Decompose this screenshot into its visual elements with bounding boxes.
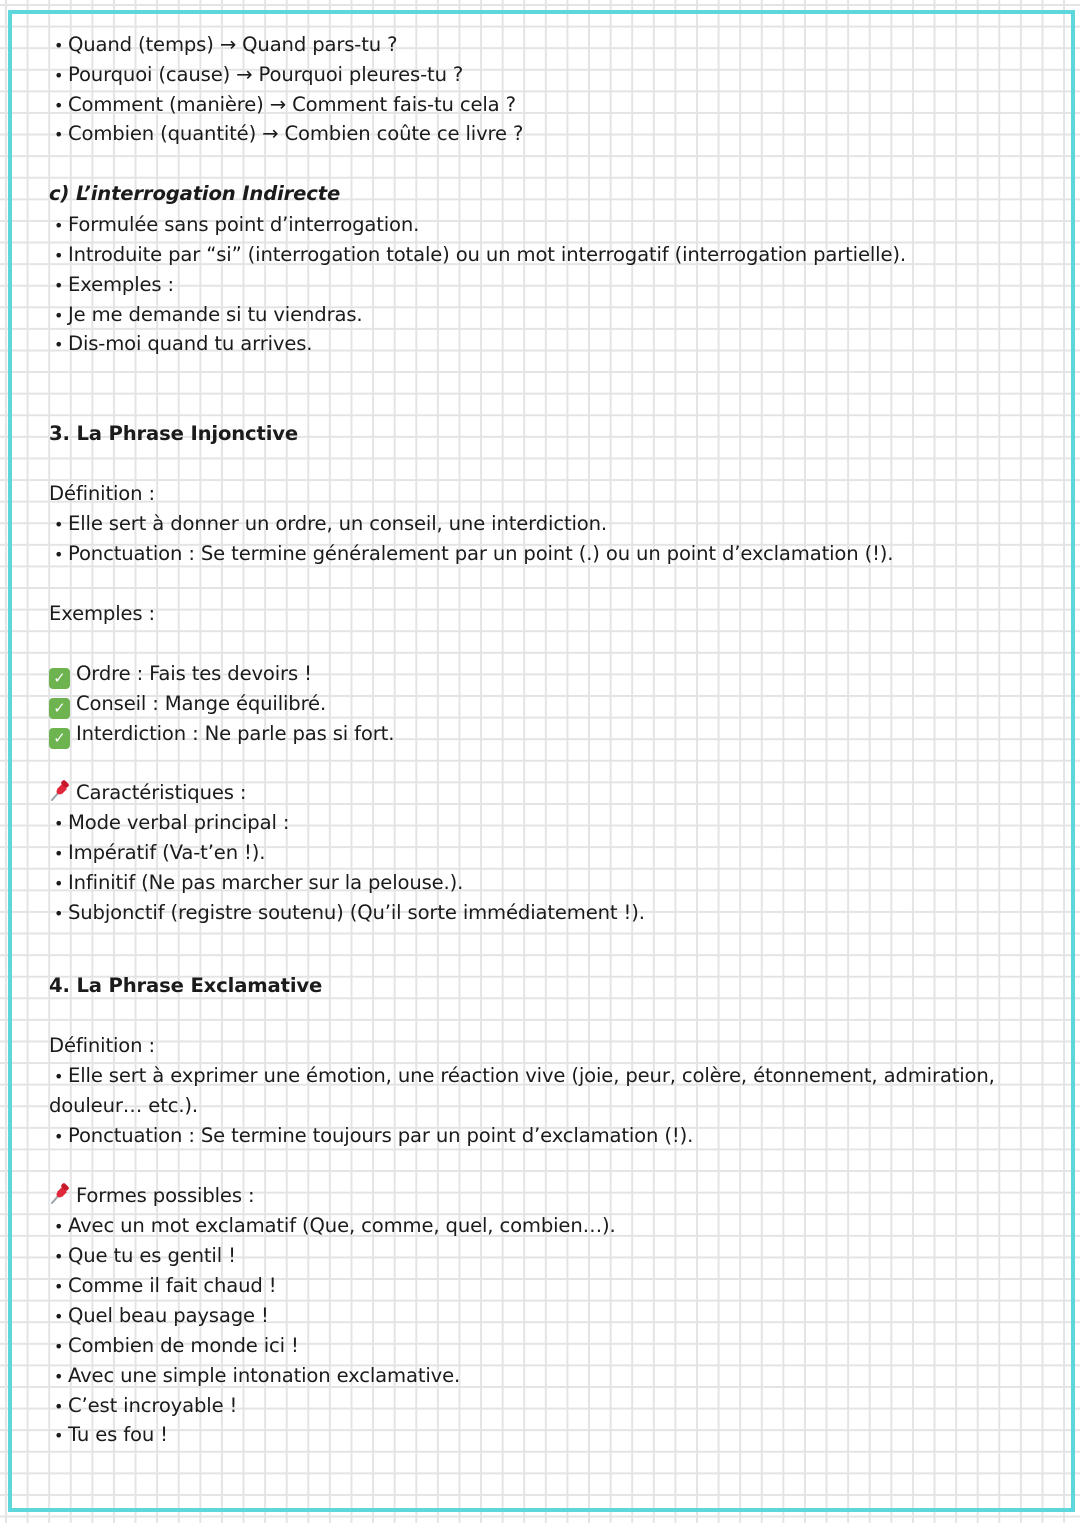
section-heading-exclamative: 4. La Phrase Exclamative: [49, 974, 323, 997]
list-item: [54, 300, 362, 330]
list-item-quand: [54, 30, 397, 60]
list-item-text: Combien (quantité) → Combien coûte ce livre ?: [68, 122, 524, 145]
list-item-text: Comme il fait chaud !: [68, 1274, 277, 1297]
list-item-text: Quand (temps) → Quand pars-tu ?: [68, 33, 398, 56]
bullet-icon: •: [54, 1426, 64, 1445]
bullet-icon: •: [54, 1247, 64, 1266]
list-item: [54, 898, 645, 928]
definition-label: Définition :: [49, 482, 155, 505]
definition-label: Définition :: [49, 1034, 155, 1057]
check-mark-icon: ✓: [49, 668, 70, 689]
list-item-text: Impératif (Va-t’en !).: [68, 841, 266, 864]
subheading-interrogation-indirecte: c) L’interrogation Indirecte: [49, 182, 341, 205]
example-ordre: [49, 659, 312, 689]
bullet-icon: •: [54, 515, 64, 534]
list-item-text: Quel beau paysage !: [68, 1304, 269, 1327]
list-item-text: Combien de monde ici !: [68, 1334, 299, 1357]
bullet-icon: •: [54, 125, 64, 144]
list-item-text: Avec une simple intonation exclamative.: [68, 1364, 461, 1387]
characteristics-label: [49, 778, 246, 808]
examples-label: Exemples :: [49, 602, 155, 625]
example-interdiction: [49, 719, 394, 749]
list-item: [54, 1121, 693, 1151]
list-item: [54, 1391, 237, 1421]
bullet-icon: •: [54, 66, 64, 85]
characteristics-label-text: Caractéristiques :: [76, 781, 247, 804]
list-item-text: Pourquoi (cause) → Pourquoi pleures-tu ?: [68, 63, 464, 86]
list-item-text: Ponctuation : Se termine toujours par un point d’exclamation (!).: [68, 1124, 694, 1147]
example-text: Conseil : Mange équilibré.: [76, 692, 327, 715]
list-item-text: Elle sert à donner un ordre, un conseil, une interdiction.: [68, 512, 607, 535]
bullet-icon: •: [54, 545, 64, 564]
list-item-text: Exemples :: [68, 273, 174, 296]
list-item-text: Subjonctif (registre soutenu) (Qu’il sorte immédiatement !).: [68, 901, 645, 924]
list-item-combien: [54, 119, 523, 149]
bullet-icon: •: [54, 1367, 64, 1386]
list-item-text: Que tu es gentil !: [68, 1244, 236, 1267]
bullet-icon: •: [54, 216, 64, 235]
list-item-text: C’est incroyable !: [68, 1394, 238, 1417]
list-item-text: Dis-moi quand tu arrives.: [68, 332, 313, 355]
list-item: [54, 1271, 277, 1301]
forms-label: [49, 1181, 254, 1211]
bullet-icon: •: [54, 276, 64, 295]
list-item: [54, 329, 312, 359]
list-item-text: Comment (manière) → Comment fais-tu cela ?: [68, 93, 516, 116]
list-item: [54, 1420, 168, 1450]
list-item: [54, 509, 607, 539]
list-item: [54, 270, 174, 300]
list-item: [54, 1241, 236, 1271]
pushpin-icon: [49, 1183, 71, 1205]
list-item-text: Formulée sans point d’interrogation.: [68, 213, 420, 236]
list-item-continuation: douleur… etc.).: [49, 1094, 198, 1117]
forms-label-text: Formes possibles :: [76, 1184, 255, 1207]
list-item: [54, 868, 463, 898]
list-item-text: Elle sert à exprimer une émotion, une réaction vive (joie, peur, colère, étonnement, admiration,: [68, 1064, 995, 1087]
bullet-icon: •: [54, 1307, 64, 1326]
list-item-text: Introduite par “si” (interrogation totale) ou un mot interrogatif (interrogation partielle).: [68, 243, 906, 266]
list-item-text: Je me demande si tu viendras.: [68, 303, 363, 326]
list-item: [54, 1061, 995, 1091]
list-item: [54, 808, 289, 838]
check-mark-icon: ✓: [49, 698, 70, 719]
list-item: [54, 838, 265, 868]
bullet-icon: •: [54, 844, 64, 863]
example-conseil: [49, 689, 326, 719]
bullet-icon: •: [54, 1127, 64, 1146]
list-item-pourquoi: [54, 60, 463, 90]
example-text: Interdiction : Ne parle pas si fort.: [76, 722, 395, 745]
list-item: [54, 1331, 299, 1361]
list-item: [54, 240, 906, 270]
bullet-icon: •: [54, 1397, 64, 1416]
list-item: [54, 1211, 616, 1241]
list-item: [54, 539, 893, 569]
example-text: Ordre : Fais tes devoirs !: [76, 662, 312, 685]
section-heading-injonctive: 3. La Phrase Injonctive: [49, 422, 299, 445]
bullet-icon: •: [54, 246, 64, 265]
bullet-icon: •: [54, 1067, 64, 1086]
list-item-text: Avec un mot exclamatif (Que, comme, quel, combien…).: [68, 1214, 616, 1237]
bullet-icon: •: [54, 96, 64, 115]
bullet-icon: •: [54, 36, 64, 55]
list-item-text: Mode verbal principal :: [68, 811, 290, 834]
list-item-text: Ponctuation : Se termine généralement par un point (.) ou un point d’exclamation (!).: [68, 542, 894, 565]
bullet-icon: •: [54, 874, 64, 893]
bullet-icon: •: [54, 814, 64, 833]
list-item-text: Tu es fou !: [68, 1423, 168, 1446]
bullet-icon: •: [54, 1337, 64, 1356]
pushpin-icon: [49, 780, 71, 802]
list-item: [54, 1361, 460, 1391]
bullet-icon: •: [54, 1277, 64, 1296]
list-item-text: Infinitif (Ne pas marcher sur la pelouse.).: [68, 871, 464, 894]
list-item: [54, 210, 419, 240]
bullet-icon: •: [54, 1217, 64, 1236]
check-mark-icon: ✓: [49, 728, 70, 749]
bullet-icon: •: [54, 904, 64, 923]
list-item-comment: [54, 90, 516, 120]
bullet-icon: •: [54, 306, 64, 325]
bullet-icon: •: [54, 335, 64, 354]
list-item: [54, 1301, 269, 1331]
